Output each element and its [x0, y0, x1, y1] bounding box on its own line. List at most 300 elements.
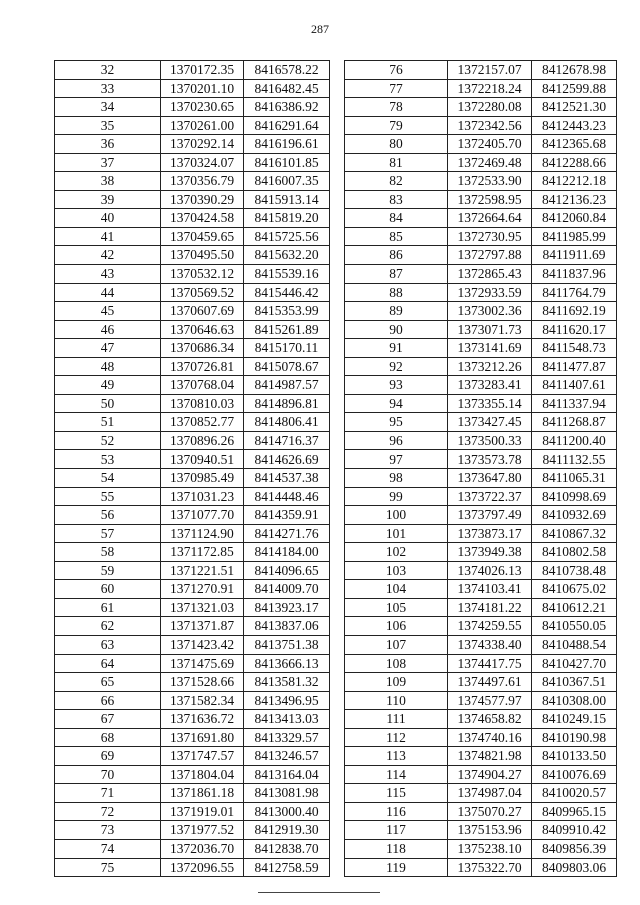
point-number-cell: 32 — [55, 61, 161, 80]
y-coordinate-cell: 8410612.21 — [532, 598, 617, 617]
y-coordinate-cell: 8413246.57 — [244, 747, 330, 766]
table-row — [55, 469, 330, 488]
table-row — [55, 617, 330, 636]
table-row — [345, 580, 617, 599]
table-row — [55, 246, 330, 265]
point-number-cell: 101 — [345, 524, 448, 543]
x-coordinate-cell: 1370607.69 — [161, 302, 244, 321]
point-number-cell: 104 — [345, 580, 448, 599]
point-number-cell: 40 — [55, 209, 161, 228]
y-coordinate-cell: 8412060.84 — [532, 209, 617, 228]
point-number-cell: 109 — [345, 673, 448, 692]
point-number-cell: 114 — [345, 765, 448, 784]
point-number-cell: 51 — [55, 413, 161, 432]
table-row — [55, 376, 330, 395]
table-row — [55, 61, 330, 80]
y-coordinate-cell: 8411985.99 — [532, 227, 617, 246]
y-coordinate-cell: 8410675.02 — [532, 580, 617, 599]
y-coordinate-cell: 8414184.00 — [244, 543, 330, 562]
table-row — [55, 265, 330, 284]
table-row — [345, 802, 617, 821]
table-row — [55, 802, 330, 821]
y-coordinate-cell: 8411620.17 — [532, 320, 617, 339]
point-number-cell: 108 — [345, 654, 448, 673]
table-row — [55, 691, 330, 710]
point-number-cell: 117 — [345, 821, 448, 840]
y-coordinate-cell: 8412758.59 — [244, 858, 330, 877]
y-coordinate-cell: 8410076.69 — [532, 765, 617, 784]
table-row — [55, 821, 330, 840]
x-coordinate-cell: 1374740.16 — [448, 728, 532, 747]
point-number-cell: 90 — [345, 320, 448, 339]
x-coordinate-cell: 1372096.55 — [161, 858, 244, 877]
y-coordinate-cell: 8413837.06 — [244, 617, 330, 636]
y-coordinate-cell: 8410738.48 — [532, 561, 617, 580]
y-coordinate-cell: 8412212.18 — [532, 172, 617, 191]
x-coordinate-cell: 1371636.72 — [161, 710, 244, 729]
point-number-cell: 62 — [55, 617, 161, 636]
table-row — [345, 302, 617, 321]
x-coordinate-cell: 1370569.52 — [161, 283, 244, 302]
point-number-cell: 107 — [345, 635, 448, 654]
point-number-cell: 119 — [345, 858, 448, 877]
x-coordinate-cell: 1372664.64 — [448, 209, 532, 228]
point-number-cell: 42 — [55, 246, 161, 265]
table-row — [345, 524, 617, 543]
x-coordinate-cell: 1373427.45 — [448, 413, 532, 432]
point-number-cell: 99 — [345, 487, 448, 506]
table-row — [345, 561, 617, 580]
x-coordinate-cell: 1373949.38 — [448, 543, 532, 562]
y-coordinate-cell: 8414896.81 — [244, 394, 330, 413]
y-coordinate-cell: 8412919.30 — [244, 821, 330, 840]
table-row — [345, 413, 617, 432]
table-row — [55, 543, 330, 562]
x-coordinate-cell: 1373647.80 — [448, 469, 532, 488]
point-number-cell: 54 — [55, 469, 161, 488]
point-number-cell: 59 — [55, 561, 161, 580]
x-coordinate-cell: 1373573.78 — [448, 450, 532, 469]
x-coordinate-cell: 1370292.14 — [161, 135, 244, 154]
x-coordinate-cell: 1372280.08 — [448, 98, 532, 117]
table-row — [55, 710, 330, 729]
table-row — [55, 487, 330, 506]
table-row — [55, 190, 330, 209]
y-coordinate-cell: 8413496.95 — [244, 691, 330, 710]
y-coordinate-cell: 8410550.05 — [532, 617, 617, 636]
table-row — [345, 227, 617, 246]
y-coordinate-cell: 8415819.20 — [244, 209, 330, 228]
y-coordinate-cell: 8416578.22 — [244, 61, 330, 80]
table-row — [55, 747, 330, 766]
x-coordinate-cell: 1370646.63 — [161, 320, 244, 339]
y-coordinate-cell: 8411407.61 — [532, 376, 617, 395]
y-coordinate-cell: 8416196.61 — [244, 135, 330, 154]
point-number-cell: 94 — [345, 394, 448, 413]
table-row — [55, 524, 330, 543]
table-row — [55, 98, 330, 117]
table-row — [55, 784, 330, 803]
y-coordinate-cell: 8414448.46 — [244, 487, 330, 506]
x-coordinate-cell: 1373141.69 — [448, 339, 532, 358]
table-row — [55, 673, 330, 692]
x-coordinate-cell: 1375238.10 — [448, 839, 532, 858]
y-coordinate-cell: 8413164.04 — [244, 765, 330, 784]
point-number-cell: 92 — [345, 357, 448, 376]
table-row — [345, 691, 617, 710]
y-coordinate-cell: 8415170.11 — [244, 339, 330, 358]
x-coordinate-cell: 1372598.95 — [448, 190, 532, 209]
x-coordinate-cell: 1371861.18 — [161, 784, 244, 803]
footer-rule — [258, 892, 380, 893]
point-number-cell: 44 — [55, 283, 161, 302]
x-coordinate-cell: 1371919.01 — [161, 802, 244, 821]
point-number-cell: 33 — [55, 79, 161, 98]
x-coordinate-cell: 1370261.00 — [161, 116, 244, 135]
y-coordinate-cell: 8415261.89 — [244, 320, 330, 339]
y-coordinate-cell: 8414716.37 — [244, 431, 330, 450]
coordinate-table-right — [344, 60, 617, 877]
table-row — [55, 635, 330, 654]
x-coordinate-cell: 1372342.56 — [448, 116, 532, 135]
point-number-cell: 35 — [55, 116, 161, 135]
y-coordinate-cell: 8411764.79 — [532, 283, 617, 302]
y-coordinate-cell: 8413581.32 — [244, 673, 330, 692]
y-coordinate-cell: 8412599.88 — [532, 79, 617, 98]
y-coordinate-cell: 8414626.69 — [244, 450, 330, 469]
table-row — [345, 487, 617, 506]
x-coordinate-cell: 1375153.96 — [448, 821, 532, 840]
y-coordinate-cell: 8416291.64 — [244, 116, 330, 135]
table-row — [55, 728, 330, 747]
point-number-cell: 93 — [345, 376, 448, 395]
point-number-cell: 75 — [55, 858, 161, 877]
x-coordinate-cell: 1372157.07 — [448, 61, 532, 80]
x-coordinate-cell: 1370852.77 — [161, 413, 244, 432]
table-row — [345, 747, 617, 766]
table-row — [55, 116, 330, 135]
y-coordinate-cell: 8410020.57 — [532, 784, 617, 803]
x-coordinate-cell: 1372533.90 — [448, 172, 532, 191]
table-row — [345, 858, 617, 877]
y-coordinate-cell: 8415913.14 — [244, 190, 330, 209]
y-coordinate-cell: 8409856.39 — [532, 839, 617, 858]
y-coordinate-cell: 8411065.31 — [532, 469, 617, 488]
table-row — [345, 839, 617, 858]
table-row — [345, 710, 617, 729]
point-number-cell: 103 — [345, 561, 448, 580]
y-coordinate-cell: 8410133.50 — [532, 747, 617, 766]
point-number-cell: 111 — [345, 710, 448, 729]
y-coordinate-cell: 8413329.57 — [244, 728, 330, 747]
table-row — [345, 116, 617, 135]
y-coordinate-cell: 8410367.51 — [532, 673, 617, 692]
y-coordinate-cell: 8416386.92 — [244, 98, 330, 117]
point-number-cell: 115 — [345, 784, 448, 803]
point-number-cell: 45 — [55, 302, 161, 321]
x-coordinate-cell: 1371528.66 — [161, 673, 244, 692]
x-coordinate-cell: 1371270.91 — [161, 580, 244, 599]
x-coordinate-cell: 1373722.37 — [448, 487, 532, 506]
point-number-cell: 113 — [345, 747, 448, 766]
y-coordinate-cell: 8415539.16 — [244, 265, 330, 284]
point-number-cell: 88 — [345, 283, 448, 302]
table-row — [55, 357, 330, 376]
table-row — [345, 506, 617, 525]
y-coordinate-cell: 8410308.00 — [532, 691, 617, 710]
x-coordinate-cell: 1370230.65 — [161, 98, 244, 117]
x-coordinate-cell: 1372469.48 — [448, 153, 532, 172]
x-coordinate-cell: 1373500.33 — [448, 431, 532, 450]
y-coordinate-cell: 8413413.03 — [244, 710, 330, 729]
point-number-cell: 95 — [345, 413, 448, 432]
y-coordinate-cell: 8413923.17 — [244, 598, 330, 617]
x-coordinate-cell: 1370424.58 — [161, 209, 244, 228]
table-row — [345, 172, 617, 191]
x-coordinate-cell: 1370985.49 — [161, 469, 244, 488]
coordinate-table-left — [54, 60, 330, 877]
table-row — [55, 302, 330, 321]
y-coordinate-cell: 8416101.85 — [244, 153, 330, 172]
x-coordinate-cell: 1374417.75 — [448, 654, 532, 673]
table-row — [345, 784, 617, 803]
x-coordinate-cell: 1370896.26 — [161, 431, 244, 450]
x-coordinate-cell: 1372730.95 — [448, 227, 532, 246]
page-number: 287 — [311, 22, 329, 36]
table-row — [345, 765, 617, 784]
point-number-cell: 78 — [345, 98, 448, 117]
y-coordinate-cell: 8412838.70 — [244, 839, 330, 858]
x-coordinate-cell: 1370390.29 — [161, 190, 244, 209]
x-coordinate-cell: 1372933.59 — [448, 283, 532, 302]
table-row — [345, 654, 617, 673]
x-coordinate-cell: 1374904.27 — [448, 765, 532, 784]
table-row — [55, 135, 330, 154]
x-coordinate-cell: 1373355.14 — [448, 394, 532, 413]
y-coordinate-cell: 8412678.98 — [532, 61, 617, 80]
point-number-cell: 39 — [55, 190, 161, 209]
x-coordinate-cell: 1370940.51 — [161, 450, 244, 469]
table-row — [55, 172, 330, 191]
x-coordinate-cell: 1370172.35 — [161, 61, 244, 80]
x-coordinate-cell: 1372405.70 — [448, 135, 532, 154]
y-coordinate-cell: 8411337.94 — [532, 394, 617, 413]
x-coordinate-cell: 1371172.85 — [161, 543, 244, 562]
x-coordinate-cell: 1372865.43 — [448, 265, 532, 284]
point-number-cell: 87 — [345, 265, 448, 284]
y-coordinate-cell: 8412365.68 — [532, 135, 617, 154]
table-row — [345, 543, 617, 562]
x-coordinate-cell: 1374658.82 — [448, 710, 532, 729]
x-coordinate-cell: 1374987.04 — [448, 784, 532, 803]
x-coordinate-cell: 1371582.34 — [161, 691, 244, 710]
table-row — [345, 246, 617, 265]
point-number-cell: 71 — [55, 784, 161, 803]
table-row — [345, 376, 617, 395]
y-coordinate-cell: 8411268.87 — [532, 413, 617, 432]
y-coordinate-cell: 8409910.42 — [532, 821, 617, 840]
y-coordinate-cell: 8414359.91 — [244, 506, 330, 525]
point-number-cell: 86 — [345, 246, 448, 265]
table-row — [345, 394, 617, 413]
x-coordinate-cell: 1373283.41 — [448, 376, 532, 395]
y-coordinate-cell: 8410932.69 — [532, 506, 617, 525]
point-number-cell: 65 — [55, 673, 161, 692]
table-row — [55, 654, 330, 673]
y-coordinate-cell: 8415353.99 — [244, 302, 330, 321]
y-coordinate-cell: 8411132.55 — [532, 450, 617, 469]
y-coordinate-cell: 8411200.40 — [532, 431, 617, 450]
table-row — [55, 765, 330, 784]
table-row — [55, 450, 330, 469]
point-number-cell: 73 — [55, 821, 161, 840]
point-number-cell: 70 — [55, 765, 161, 784]
table-row — [345, 728, 617, 747]
table-row — [345, 450, 617, 469]
x-coordinate-cell: 1371371.87 — [161, 617, 244, 636]
x-coordinate-cell: 1371747.57 — [161, 747, 244, 766]
table-row — [345, 320, 617, 339]
point-number-cell: 66 — [55, 691, 161, 710]
point-number-cell: 47 — [55, 339, 161, 358]
x-coordinate-cell: 1372036.70 — [161, 839, 244, 858]
x-coordinate-cell: 1371691.80 — [161, 728, 244, 747]
x-coordinate-cell: 1374103.41 — [448, 580, 532, 599]
y-coordinate-cell: 8412521.30 — [532, 98, 617, 117]
table-row — [55, 339, 330, 358]
x-coordinate-cell: 1371221.51 — [161, 561, 244, 580]
y-coordinate-cell: 8410190.98 — [532, 728, 617, 747]
table-row — [345, 153, 617, 172]
y-coordinate-cell: 8413751.38 — [244, 635, 330, 654]
x-coordinate-cell: 1374181.22 — [448, 598, 532, 617]
y-coordinate-cell: 8414987.57 — [244, 376, 330, 395]
x-coordinate-cell: 1373071.73 — [448, 320, 532, 339]
table-row — [55, 283, 330, 302]
table-row — [55, 394, 330, 413]
y-coordinate-cell: 8411477.87 — [532, 357, 617, 376]
table-row — [345, 283, 617, 302]
x-coordinate-cell: 1371321.03 — [161, 598, 244, 617]
x-coordinate-cell: 1370356.79 — [161, 172, 244, 191]
y-coordinate-cell: 8409965.15 — [532, 802, 617, 821]
point-number-cell: 34 — [55, 98, 161, 117]
table-row — [345, 635, 617, 654]
point-number-cell: 77 — [345, 79, 448, 98]
point-number-cell: 76 — [345, 61, 448, 80]
point-number-cell: 74 — [55, 839, 161, 858]
table-row — [345, 79, 617, 98]
x-coordinate-cell: 1370201.10 — [161, 79, 244, 98]
point-number-cell: 110 — [345, 691, 448, 710]
y-coordinate-cell: 8412288.66 — [532, 153, 617, 172]
point-number-cell: 84 — [345, 209, 448, 228]
y-coordinate-cell: 8411837.96 — [532, 265, 617, 284]
x-coordinate-cell: 1374577.97 — [448, 691, 532, 710]
point-number-cell: 97 — [345, 450, 448, 469]
y-coordinate-cell: 8413000.40 — [244, 802, 330, 821]
y-coordinate-cell: 8411692.19 — [532, 302, 617, 321]
y-coordinate-cell: 8411548.73 — [532, 339, 617, 358]
table-row — [345, 265, 617, 284]
x-coordinate-cell: 1373212.26 — [448, 357, 532, 376]
table-row — [345, 61, 617, 80]
x-coordinate-cell: 1374338.40 — [448, 635, 532, 654]
table-row — [345, 339, 617, 358]
y-coordinate-cell: 8410249.15 — [532, 710, 617, 729]
table-row — [55, 431, 330, 450]
table-row — [55, 506, 330, 525]
table-row — [55, 598, 330, 617]
x-coordinate-cell: 1370768.04 — [161, 376, 244, 395]
table-row — [55, 413, 330, 432]
point-number-cell: 68 — [55, 728, 161, 747]
point-number-cell: 116 — [345, 802, 448, 821]
x-coordinate-cell: 1371475.69 — [161, 654, 244, 673]
table-row — [345, 673, 617, 692]
table-row — [55, 858, 330, 877]
y-coordinate-cell: 8412136.23 — [532, 190, 617, 209]
y-coordinate-cell: 8414271.76 — [244, 524, 330, 543]
y-coordinate-cell: 8410488.54 — [532, 635, 617, 654]
x-coordinate-cell: 1370686.34 — [161, 339, 244, 358]
point-number-cell: 50 — [55, 394, 161, 413]
point-number-cell: 56 — [55, 506, 161, 525]
point-number-cell: 53 — [55, 450, 161, 469]
y-coordinate-cell: 8416007.35 — [244, 172, 330, 191]
point-number-cell: 118 — [345, 839, 448, 858]
y-coordinate-cell: 8415078.67 — [244, 357, 330, 376]
x-coordinate-cell: 1374026.13 — [448, 561, 532, 580]
point-number-cell: 98 — [345, 469, 448, 488]
x-coordinate-cell: 1371077.70 — [161, 506, 244, 525]
x-coordinate-cell: 1373797.49 — [448, 506, 532, 525]
x-coordinate-cell: 1375070.27 — [448, 802, 532, 821]
point-number-cell: 82 — [345, 172, 448, 191]
x-coordinate-cell: 1375322.70 — [448, 858, 532, 877]
point-number-cell: 43 — [55, 265, 161, 284]
table-row — [345, 209, 617, 228]
point-number-cell: 49 — [55, 376, 161, 395]
point-number-cell: 57 — [55, 524, 161, 543]
y-coordinate-cell: 8415725.56 — [244, 227, 330, 246]
y-coordinate-cell: 8415632.20 — [244, 246, 330, 265]
table-row — [55, 209, 330, 228]
point-number-cell: 102 — [345, 543, 448, 562]
point-number-cell: 55 — [55, 487, 161, 506]
y-coordinate-cell: 8414096.65 — [244, 561, 330, 580]
x-coordinate-cell: 1370459.65 — [161, 227, 244, 246]
table-row — [55, 79, 330, 98]
x-coordinate-cell: 1371124.90 — [161, 524, 244, 543]
y-coordinate-cell: 8410867.32 — [532, 524, 617, 543]
point-number-cell: 58 — [55, 543, 161, 562]
x-coordinate-cell: 1370726.81 — [161, 357, 244, 376]
table-row — [345, 190, 617, 209]
table-row — [345, 431, 617, 450]
table-row — [345, 821, 617, 840]
table-row — [55, 839, 330, 858]
table-row — [55, 153, 330, 172]
point-number-cell: 72 — [55, 802, 161, 821]
point-number-cell: 79 — [345, 116, 448, 135]
y-coordinate-cell: 8414537.38 — [244, 469, 330, 488]
point-number-cell: 38 — [55, 172, 161, 191]
point-number-cell: 36 — [55, 135, 161, 154]
point-number-cell: 100 — [345, 506, 448, 525]
y-coordinate-cell: 8411911.69 — [532, 246, 617, 265]
point-number-cell: 91 — [345, 339, 448, 358]
